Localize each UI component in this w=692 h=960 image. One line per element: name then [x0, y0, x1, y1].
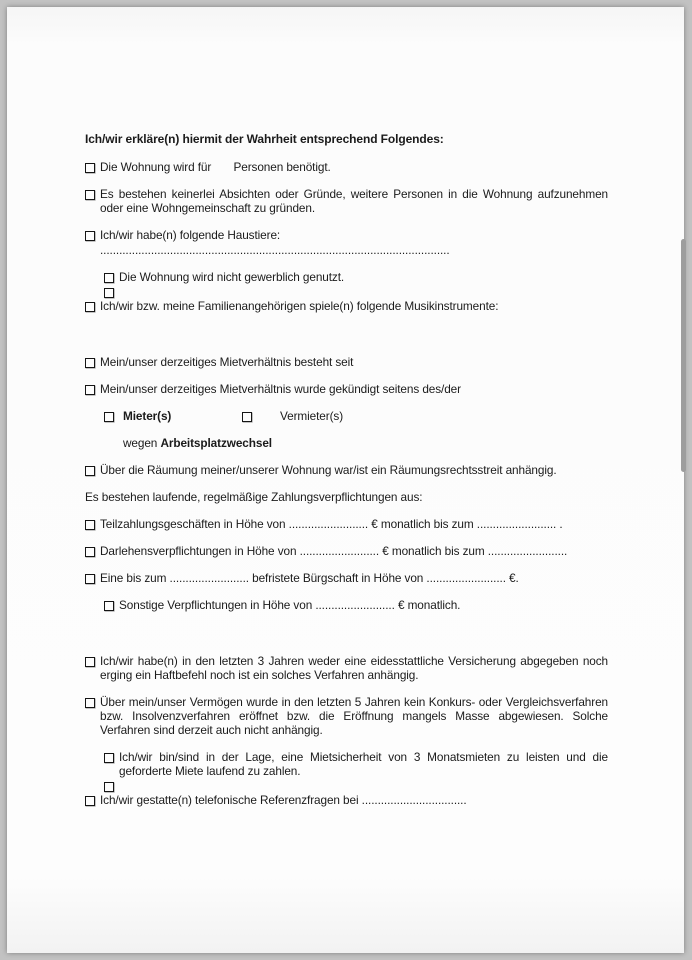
document-title: Ich/wir erkläre(n) hiermit der Wahrheit entsprechend Folgendes:: [85, 132, 444, 146]
checkbox-icon: [85, 358, 95, 368]
checkbox-item: [85, 228, 608, 242]
line-text: [119, 750, 608, 778]
checkbox-item: [85, 695, 608, 737]
text-segment: Darlehensverpflichtungen in Höhe von ......................... € monatlich bis zum .........................: [100, 544, 568, 558]
checkbox-item: [85, 793, 608, 807]
checkbox-icon: [85, 302, 95, 312]
checkbox-icon: [85, 698, 95, 708]
pair-label-vermieter: Vermieter(s): [280, 409, 344, 423]
checkbox-item: [85, 160, 608, 174]
line-text: [100, 187, 608, 215]
text-line: [123, 436, 608, 450]
checkbox-icon: [104, 601, 114, 611]
line-text: [119, 270, 608, 284]
line-text: [100, 654, 608, 682]
checkbox-icon: [104, 273, 114, 283]
checkbox-item: [104, 285, 608, 298]
checkbox-icon: [85, 466, 95, 476]
text-segment: Arbeitsplatzwechsel: [160, 436, 272, 450]
line-text: [100, 463, 608, 477]
checkbox-icon: [104, 782, 114, 792]
line-text: [100, 228, 608, 242]
checkbox-icon: [85, 520, 95, 530]
checkbox-item: [85, 355, 608, 369]
checkbox-icon: [104, 753, 114, 763]
text-segment: ..............................................................................................................: [100, 243, 450, 257]
document-blocks: [85, 160, 608, 807]
text-segment: Mein/unser derzeitiges Mietverhältnis besteht seit: [100, 355, 354, 369]
checkbox-item: [104, 779, 608, 792]
line-text: [100, 517, 608, 531]
checkbox-icon: [85, 385, 95, 395]
checkbox-item: [85, 187, 608, 215]
checkbox-icon: [104, 288, 114, 298]
checkbox-icon: [242, 412, 252, 422]
text-segment: Es bestehen laufende, regelmäßige Zahlungsverpflichtungen aus:: [85, 490, 423, 504]
text-segment: Eine bis zum ......................... befristete Bürgschaft in Höhe von ......................... €.: [100, 571, 519, 585]
checkbox-item: [85, 517, 608, 531]
checkbox-icon: [85, 231, 95, 241]
line-text: [100, 160, 608, 174]
text-line: [100, 243, 608, 257]
checkbox-icon: [85, 796, 95, 806]
text-segment: Ich/wir habe(n) folgende Haustiere:: [100, 228, 281, 242]
text-segment: Es bestehen keinerlei Absichten oder Gründe, weitere Personen in die Wohnung aufzunehmen oder eine Wohngemeinschaft zu gründen.: [100, 187, 608, 215]
text-segment: Über mein/unser Vermögen wurde in den letzten 5 Jahren kein Konkurs- oder Vergleichsverfahren bzw. Insolvenzverfahren eröffnet bzw. die Eröffnung mangels Masse abgewiesen. Solche Verfahren sind derzeit auch nicht anhängig.: [100, 695, 608, 737]
text-line: [85, 490, 608, 504]
dotted-fill-line: [100, 243, 608, 257]
text-segment: Die Wohnung wird nicht gewerblich genutzt.: [119, 270, 345, 284]
line-text: [100, 793, 608, 807]
text-segment: Teilzahlungsgeschäften in Höhe von ......................... € monatlich bis zum ......................... .: [100, 517, 563, 531]
checkbox-icon: [85, 574, 95, 584]
text-segment: Mein/unser derzeitiges Mietverhältnis wurde gekündigt seitens des/der: [100, 382, 461, 396]
text-segment: Ich/wir gestatte(n) telefonische Referenzfragen bei .................................: [100, 793, 467, 807]
checkbox-pair-row: [104, 409, 608, 423]
checkbox-item: [104, 598, 608, 612]
line-text: [100, 382, 608, 396]
text-segment: Ich/wir bin/sind in der Lage, eine Mietsicherheit von 3 Monatsmieten zu leisten und die geforderte Miete laufend zu zahlen.: [119, 750, 608, 778]
scrollbar-thumb[interactable]: [681, 239, 686, 472]
checkbox-icon: [104, 412, 114, 422]
checkbox-item: [85, 382, 608, 396]
line-text: [100, 299, 608, 313]
text-segment: Ich/wir bzw. meine Familienangehörigen spiele(n) folgende Musikinstrumente:: [100, 299, 499, 313]
line-text: [85, 490, 608, 504]
checkbox-icon: [85, 547, 95, 557]
document-page: [7, 7, 684, 953]
pair-label-mieter: Mieter(s): [123, 409, 172, 423]
checkbox-item: [104, 750, 608, 778]
checkbox-item: [85, 299, 608, 313]
document-content: [7, 7, 684, 953]
line-text: [123, 436, 608, 450]
line-text: [100, 695, 608, 737]
text-segment: Sonstige Verpflichtungen in Höhe von ......................... € monatlich.: [119, 598, 461, 612]
text-segment: Ich/wir habe(n) in den letzten 3 Jahren weder eine eidesstattliche Versicherung abgegeben noch erging ein Haftbefehl noch ist ein solches Verfahren anhängig.: [100, 654, 608, 682]
checkbox-item: [85, 463, 608, 477]
line-text: [100, 571, 608, 585]
checkbox-icon: [85, 657, 95, 667]
checkbox-item: [85, 571, 608, 585]
checkbox-icon: [85, 163, 95, 173]
text-segment: Über die Räumung meiner/unserer Wohnung war/ist ein Räumungsrechtsstreit anhängig.: [100, 463, 557, 477]
checkbox-item: [85, 544, 608, 558]
checkbox-icon: [85, 190, 95, 200]
checkbox-item: [104, 270, 608, 284]
line-text: [100, 355, 608, 369]
checkbox-item: [85, 654, 608, 682]
text-segment: wegen: [123, 436, 161, 450]
line-text: [119, 598, 608, 612]
text-segment: Die Wohnung wird für Personen benötigt.: [100, 160, 331, 174]
line-text: [100, 544, 608, 558]
